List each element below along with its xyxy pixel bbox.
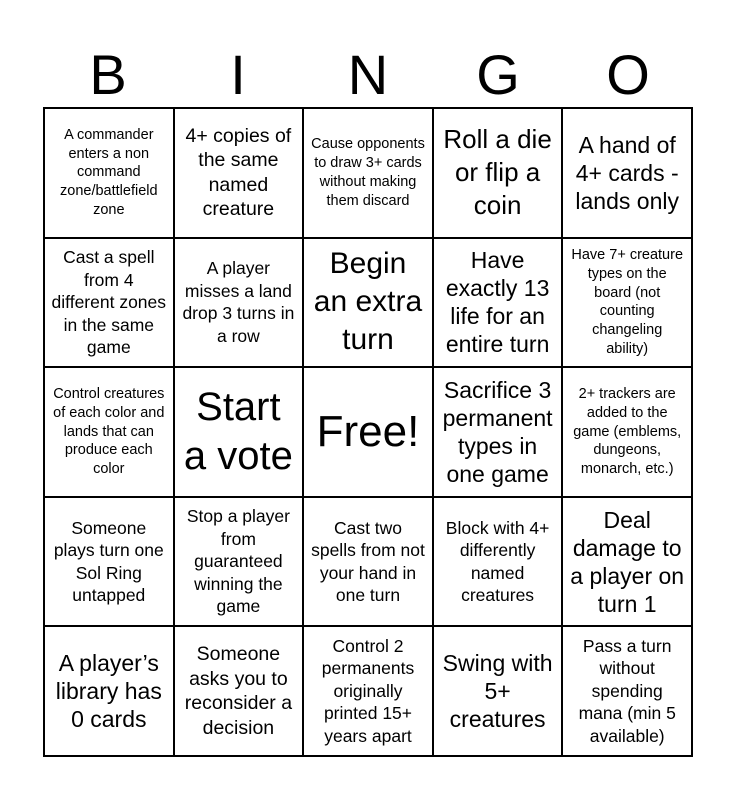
bingo-cell[interactable] bbox=[563, 368, 693, 498]
bingo-cell[interactable] bbox=[563, 627, 693, 757]
bingo-cell[interactable] bbox=[304, 627, 434, 757]
bingo-cell[interactable] bbox=[45, 109, 175, 239]
bingo-cell[interactable] bbox=[563, 109, 693, 239]
free-space[interactable] bbox=[304, 368, 434, 498]
cell-text: Someone plays turn one Sol Ring untapped bbox=[53, 517, 164, 606]
cell-text: Someone asks you to reconsider a decision bbox=[184, 643, 293, 739]
bingo-header bbox=[43, 42, 693, 108]
header-letter-i: I bbox=[230, 43, 246, 106]
cell-text: Swing with 5+ creatures bbox=[442, 650, 553, 733]
bingo-cell[interactable] bbox=[304, 239, 434, 369]
bingo-cell[interactable] bbox=[45, 498, 175, 628]
cell-text: Roll a die or flip a coin bbox=[443, 124, 552, 221]
header-letter-b: B bbox=[89, 43, 127, 106]
bingo-cell[interactable] bbox=[563, 498, 693, 628]
bingo-board bbox=[43, 107, 693, 757]
cell-text: Have 7+ creature types on the board (not counting changeling ability) bbox=[571, 247, 684, 357]
bingo-cell[interactable] bbox=[175, 109, 305, 239]
cell-text: Control creatures of each color and lands that can produce each color bbox=[53, 386, 165, 478]
bingo-cell[interactable] bbox=[434, 627, 564, 757]
bingo-cell[interactable] bbox=[434, 239, 564, 369]
cell-text: Deal damage to a player on turn 1 bbox=[570, 506, 685, 617]
bingo-cell[interactable] bbox=[175, 627, 305, 757]
cell-text: A player’s library has 0 cards bbox=[55, 650, 162, 733]
bingo-cell[interactable] bbox=[45, 627, 175, 757]
cell-text: Free! bbox=[316, 406, 420, 456]
bingo-cell[interactable] bbox=[434, 498, 564, 628]
cell-text: Block with 4+ differently named creatures bbox=[445, 517, 550, 606]
cell-text: Sacrifice 3 permanent types in one game bbox=[442, 376, 553, 487]
cell-text: Have exactly 13 life for an entire turn bbox=[445, 247, 550, 358]
bingo-cell[interactable] bbox=[175, 498, 305, 628]
bingo-cell[interactable] bbox=[304, 109, 434, 239]
bingo-cell[interactable] bbox=[563, 239, 693, 369]
bingo-cell[interactable] bbox=[434, 109, 564, 239]
header-letter-o: O bbox=[606, 43, 650, 106]
bingo-cell[interactable] bbox=[45, 368, 175, 498]
cell-text: Pass a turn without spending mana (min 5 available) bbox=[578, 635, 676, 746]
bingo-cell[interactable] bbox=[434, 368, 564, 498]
bingo-cell[interactable] bbox=[175, 239, 305, 369]
bingo-cell[interactable] bbox=[175, 368, 305, 498]
cell-text: Cause opponents to draw 3+ cards without making them discard bbox=[311, 136, 425, 209]
cell-text: Cast two spells from not your hand in one turn bbox=[311, 517, 425, 606]
cell-text: Cast a spell from 4 different zones in the same game bbox=[51, 247, 167, 358]
cell-text: Begin an extra turn bbox=[313, 247, 423, 357]
cell-text: Control 2 permanents originally printed 15+ years apart bbox=[321, 635, 415, 746]
cell-text: 2+ trackers are added to the game (emblems, dungeons, monarch, etc.) bbox=[573, 386, 682, 478]
bingo-cell[interactable] bbox=[45, 239, 175, 369]
header-letter-n: N bbox=[347, 43, 389, 106]
cell-text: A commander enters a non command zone/battlefield zone bbox=[60, 126, 158, 218]
cell-text: A hand of 4+ cards - lands only bbox=[575, 131, 679, 214]
bingo-cell[interactable] bbox=[304, 498, 434, 628]
cell-text: Start a vote bbox=[183, 384, 293, 478]
header-letter-g: G bbox=[476, 43, 520, 106]
cell-text: A player misses a land drop 3 turns in a row bbox=[182, 258, 295, 346]
cell-text: Stop a player from guaranteed winning the game bbox=[186, 506, 290, 617]
cell-text: 4+ copies of the same named creature bbox=[185, 124, 292, 221]
